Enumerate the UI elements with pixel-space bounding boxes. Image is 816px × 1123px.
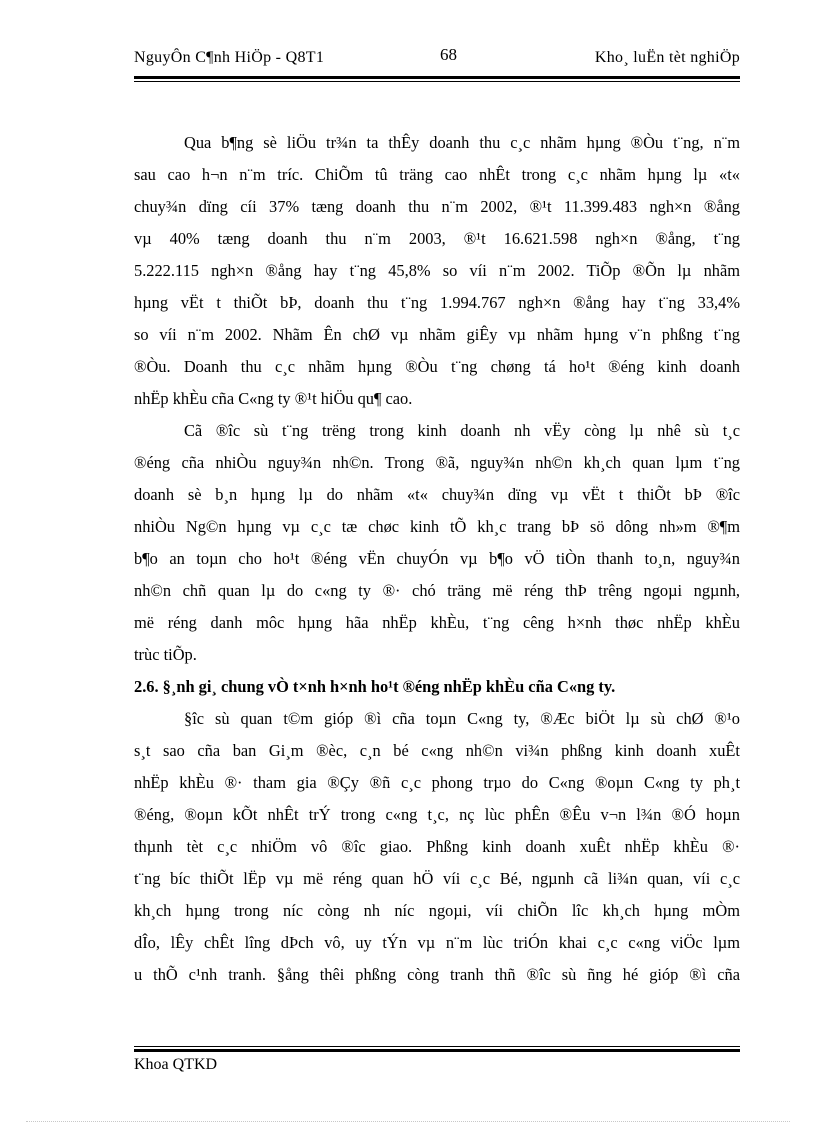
- text-line: 5.222.115 ngh×n ®ång hay t¨ng 45,8% so víi n¨m 2002. TiÕp ®Õn lµ nhãm: [134, 261, 740, 280]
- text-line: dÎo, lÊy chÊt lîng dÞch vô, uy tÝn vµ n¨m lùc triÓn khai c¸c c«ng viÖc lµm: [134, 933, 740, 952]
- text-line: nh©n chñ quan lµ do c«ng ty ®· chó träng më réng thÞ trêng ngoµi ngµnh,: [134, 581, 740, 600]
- text-line: ®éng cña nhiÒu nguy¾n nh©n. Trong ®ã, nguy¾n nh©n kh¸ch quan lµm t¨ng: [134, 453, 740, 472]
- text-line: u thÕ c¹nh tranh. §ång thêi phßng còng tranh thñ ®îc sù ñng hé gióp ®ì cña: [134, 965, 740, 984]
- text-line: nhËp khÈu cña C«ng ty ®¹t hiÖu qu¶ cao.: [134, 389, 413, 408]
- text-line: b¶o an toµn cho ho¹t ®éng vËn chuyÓn vµ b¶o vÖ tiÒn thanh to¸n, nguy¾n: [134, 549, 740, 568]
- text-line: Qua b¶ng sè liÖu tr¾n ta thÊy doanh thu c¸c nhãm hµng ®Òu t¨ng, n¨m: [184, 133, 740, 152]
- text-line: vµ 40% tæng doanh thu n¨m 2003, ®¹t 16.621.598 ngh×n ®ång, t¨ng: [134, 229, 740, 248]
- text-line: §îc sù quan t©m gióp ®ì cña toµn C«ng ty, ®Æc biÖt lµ sù chØ ®¹o: [184, 709, 740, 728]
- text-line: doanh sè b¸n hµng lµ do nhãm «t« chuy¾n dïng vµ vËt t thiÕt bÞ ®îc: [134, 485, 740, 504]
- text-line: thµnh tèt c¸c nhiÖm vô ®îc giao. Phßng kinh doanh xuÊt nhËp khÈu ®·: [134, 837, 740, 856]
- page-number: 68: [440, 45, 457, 64]
- text-line: Cã ®îc sù t¨ng trëng trong kinh doanh nh vËy còng lµ nhê sù t¸c: [184, 421, 740, 440]
- header-doc-type: Kho¸ luËn tèt nghiÖp: [594, 49, 740, 66]
- text-line: s¸t sao cña ban Gi¸m ®èc, c¸n bé c«ng nh©n vi¾n phßng kinh doanh xuÊt: [134, 741, 740, 760]
- header-rule-thin: [134, 81, 740, 82]
- footer-rule-thick: [134, 1049, 740, 1052]
- text-line: hµng vËt t thiÕt bÞ, doanh thu t¨ng 1.994.767 ngh×n ®ång hay t¨ng 33,4%: [134, 293, 740, 312]
- text-line: kh¸ch hµng trong níc còng nh níc ngoµi, víi chiÕn lîc kh¸ch hµng mÒm: [134, 901, 740, 920]
- text-line: chuy¾n dïng cíi 37% tæng doanh thu n¨m 2002, ®¹t 11.399.483 ngh×n ®ång: [134, 197, 740, 216]
- text-line: më réng danh môc hµng hãa nhËp khÈu, t¨ng cêng h×nh thøc nhËp khÈu: [134, 613, 740, 632]
- text-line: ®Òu. Doanh thu c¸c nhãm hµng ®Òu t¨ng chøng tá ho¹t ®éng kinh doanh: [134, 357, 740, 376]
- page-bottom-dotted-edge: [26, 1121, 790, 1122]
- header-author: NguyÔn C¶nh HiÖp - Q8T1: [134, 49, 325, 66]
- page-footer: Khoa QTKD: [134, 1056, 218, 1073]
- text-line: t¨ng bíc thiÕt lËp vµ më réng quan hÖ víi c¸c Bé, ngµnh cã li¾n quan, víi c¸c: [134, 869, 740, 888]
- page-header: [134, 47, 740, 71]
- text-line: ®éng, ®oµn kÕt nhÊt trÝ trong c«ng t¸c, nç lùc phÊn ®Êu v¬n l¾n ®Ó hoµn: [134, 805, 740, 824]
- text-line: sau cao h¬n n¨m tríc. ChiÕm tû träng cao nhÊt trong c¸c nhãm hµng lµ «t«: [134, 165, 740, 184]
- text-line: nhËp khÈu ®· tham gia ®Çy ®ñ c¸c phong trµo do C«ng ®oµn C«ng ty ph¸t: [134, 773, 740, 792]
- text-line: trùc tiÕp.: [134, 645, 197, 664]
- footer-rule-thin: [134, 1046, 740, 1047]
- text-line: so víi n¨m 2002. Nhãm Ên chØ vµ nhãm giÊy vµ nhãm hµng v¨n phßng t¨ng: [134, 325, 740, 344]
- text-line: nhiÒu Ng©n hµng vµ c¸c tæ chøc kinh tÕ kh¸c trang bÞ sö dông nh»m ®¶m: [134, 517, 740, 536]
- header-rule-thick: [134, 76, 740, 79]
- section-heading: 2.6. §¸nh gi¸ chung vÒ t×nh h×nh ho¹t ®éng nhËp khÈu cña C«ng ty.: [134, 677, 616, 696]
